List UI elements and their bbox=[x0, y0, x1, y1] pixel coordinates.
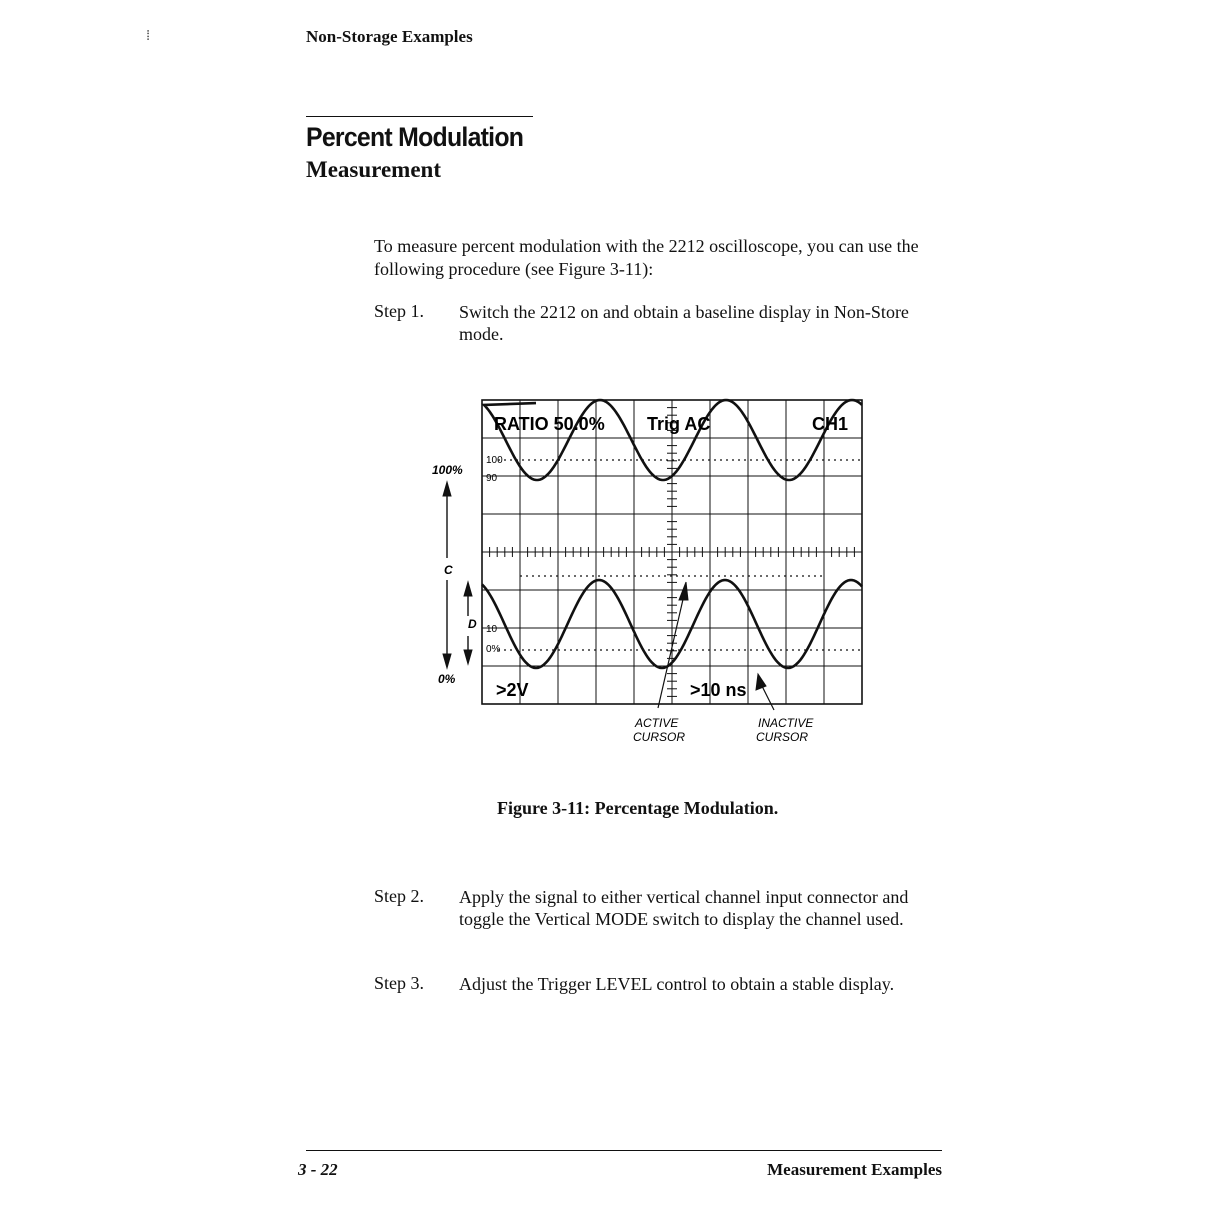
trig-readout: Trig AC bbox=[647, 414, 711, 434]
oscilloscope-figure bbox=[420, 390, 880, 755]
active-cursor-label-1: ACTIVE bbox=[635, 716, 679, 730]
inactive-cursor-label-2: CURSOR bbox=[756, 730, 809, 744]
title-rule bbox=[306, 116, 533, 117]
inactive-cursor-label-1: INACTIVE bbox=[758, 716, 814, 730]
intro-paragraph: To measure percent modulation with the 2212 oscilloscope, you can use the following procedure (see Figure 3-11): bbox=[374, 236, 919, 279]
step-1-text: Switch the 2212 on and obtain a baseline display in Non-Store mode. bbox=[459, 302, 909, 344]
active-cursor-label-2: CURSOR bbox=[633, 730, 686, 744]
label-0-percent: 0% bbox=[438, 672, 456, 686]
label-d: D bbox=[468, 617, 477, 631]
volts-readout: >2V bbox=[496, 680, 529, 700]
step-2-label: Step 2. bbox=[374, 886, 425, 906]
channel-readout: CH1 bbox=[812, 414, 849, 434]
figure-svg bbox=[420, 390, 880, 750]
label-10: 10 bbox=[486, 624, 498, 635]
label-0: 0% bbox=[486, 644, 501, 655]
page-number: 3 - 22 bbox=[298, 1160, 338, 1179]
time-readout: >10 ns bbox=[690, 680, 747, 700]
page-subtitle: Measurement bbox=[306, 157, 441, 182]
running-header: Non-Storage Examples bbox=[306, 27, 473, 46]
footer-rule bbox=[306, 1150, 942, 1151]
chapter-title: Measurement Examples bbox=[767, 1160, 942, 1179]
label-100: 100 bbox=[486, 455, 503, 466]
step-1-label: Step 1. bbox=[374, 301, 425, 321]
label-c: C bbox=[444, 563, 453, 577]
figure-caption: Figure 3-11: Percentage Modulation. bbox=[497, 798, 779, 818]
step-3-label: Step 3. bbox=[374, 973, 425, 993]
margin-mark: ⁞ bbox=[146, 28, 151, 44]
step-3-text: Adjust the Trigger LEVEL control to obtain a stable display. bbox=[459, 974, 895, 994]
page-title: Percent Modulation bbox=[306, 122, 524, 152]
label-90: 90 bbox=[486, 473, 498, 484]
step-2-text: Apply the signal to either vertical channel input connector and toggle the Vertical MODE switch to display the channel used. bbox=[459, 887, 909, 929]
label-100-percent: 100% bbox=[432, 463, 463, 477]
ratio-readout: RATIO 50.0% bbox=[494, 414, 605, 434]
